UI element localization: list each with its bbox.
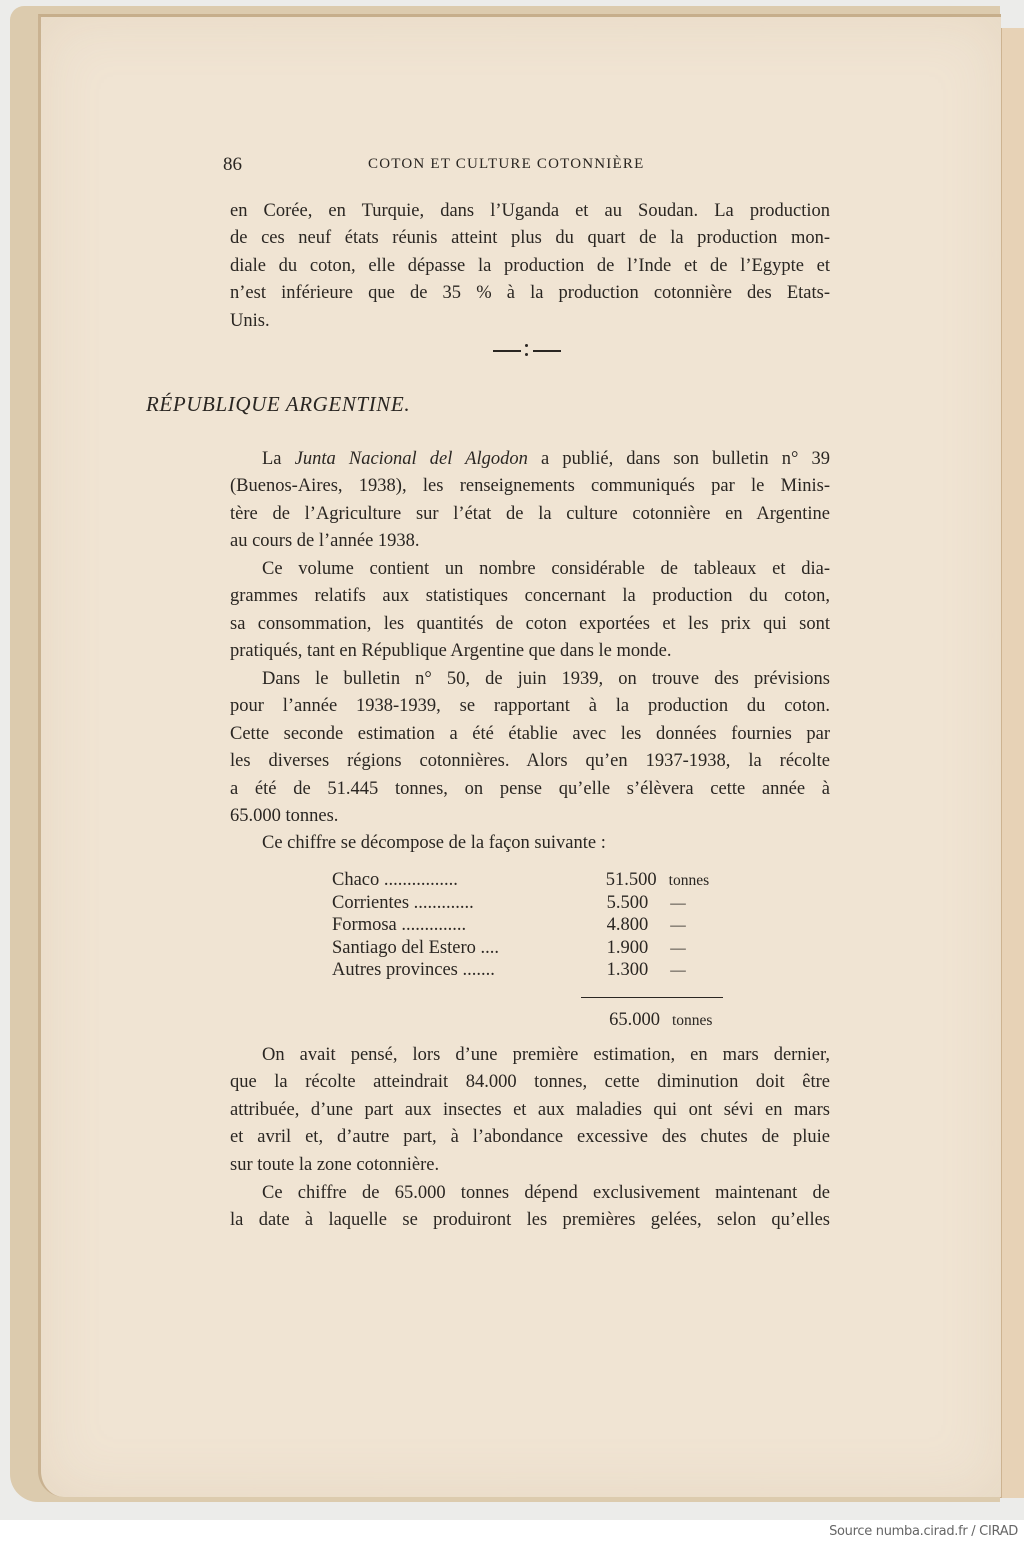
table-row (332, 893, 732, 916)
text-line: au cours de l’année 1938. (230, 531, 420, 552)
text-line: la date à laquelle se produiront les premières gelées, selon qu’elles (230, 1210, 830, 1231)
text-line: On avait pensé, lors d’une première estimation, en mars dernier, (262, 1045, 830, 1065)
next-page-edge (1000, 28, 1024, 1498)
text-line (230, 446, 830, 473)
table-row (332, 960, 732, 983)
text-line: (Buenos-Aires, 1938), les renseignements communiqués par le Minis- (230, 476, 830, 497)
total-quantity: 65.000 (609, 1010, 660, 1030)
text-line: Ce chiffre de 65.000 tonnes dépend exclusivement maintenant de (262, 1183, 830, 1203)
table-row (332, 915, 732, 938)
paragraph-junta (230, 446, 830, 556)
running-title: COTON ET CULTURE COTONNIÈRE (368, 156, 645, 172)
intro-paragraph (230, 198, 830, 335)
province-quantity: 1.900 (606, 937, 649, 958)
text-line: Ce volume contient un nombre considérable de tableaux et dia- (262, 559, 830, 579)
text-lead: La (262, 449, 282, 469)
text-line: sur toute la zone cotonnière. (230, 1154, 440, 1175)
section-divider-ornament (493, 341, 561, 357)
text-line: 65.000 tonnes. (230, 806, 339, 827)
province-quantity: 1.300 (606, 960, 649, 981)
text-line: sa consommation, les quantités de coton exportées et les prix qui sont (230, 613, 830, 634)
text-line: en Corée, en Turquie, dans l’Uganda et au Soudan. La production (230, 201, 830, 221)
text-line: et avril et, d’autre part, à l’abondance excessive des chutes de pluie (230, 1127, 830, 1148)
table-total-row (562, 1010, 736, 1031)
text-line: les diverses régions cotonnières. Alors qu’en 1937-1938, la récolte (230, 751, 830, 772)
text-line: grammes relatifs aux statistiques concernant la production du coton, (230, 586, 830, 607)
province-name: Chaco ................ (332, 870, 458, 890)
province-quantity: 51.500 (605, 870, 657, 890)
page-number: 86 (223, 154, 242, 175)
text-line: attribuée, d’une part aux insectes et aux maladies qui ont sévi en mars (230, 1099, 830, 1120)
paragraph-breakdown-intro (230, 830, 830, 857)
paragraph-frost (230, 1180, 830, 1235)
text-line: Ce chiffre se décompose de la façon suivante : (262, 833, 606, 853)
province-quantity: 5.500 (606, 892, 649, 913)
section-heading: RÉPUBLIQUE ARGENTINE. (146, 392, 411, 416)
text-line: a été de 51.445 tonnes, on pense qu’elle s’élèvera cette année à (230, 778, 830, 799)
italic-title: Junta Nacional del Algodon (294, 449, 528, 469)
text-line: pour l’année 1938-1939, se rapportant à la production du coton. (230, 696, 830, 717)
text-line: tère de l’Agriculture sur l’état de la culture cotonnière en Argentine (230, 503, 830, 524)
ditto-dash: — (670, 939, 686, 957)
table-row (332, 938, 732, 961)
total-rule (581, 997, 723, 998)
source-credit: Source numba.cirad.fr / CIRAD (829, 1524, 1018, 1539)
quantity-unit: tonnes (668, 872, 710, 889)
ditto-dash: — (670, 917, 686, 935)
ditto-dash: — (670, 962, 686, 980)
table-row (332, 870, 732, 893)
province-quantity: 4.800 (606, 915, 649, 936)
text-line: que la récolte atteindrait 84.000 tonnes, cette diminution doit être (230, 1072, 830, 1093)
text-line: pratiqués, tant en République Argentine que dans le monde. (230, 641, 672, 662)
text-line: diale du coton, elle dépasse la production de l’Inde et de l’Egypte et (230, 255, 830, 276)
text-line: Cette seconde estimation a été établie avec les données fournies par (230, 723, 830, 744)
text-line: Unis. (230, 310, 270, 331)
running-head (223, 154, 833, 178)
province-name: Formosa .............. (332, 915, 467, 936)
text-line: de ces neuf états réunis atteint plus du quart de la production mon- (230, 228, 830, 249)
production-breakdown-table (332, 870, 732, 1030)
paragraph-first-estimate (230, 1042, 830, 1179)
text-line: n’est inférieure que de 35 % à la production cotonnière des Etats- (230, 283, 830, 304)
paragraph-bulletin-50 (230, 666, 830, 830)
province-name: Autres provinces ....... (332, 960, 495, 981)
province-name: Corrientes ............. (332, 892, 474, 913)
ditto-dash: — (670, 894, 686, 912)
province-name: Santiago del Estero .... (332, 937, 499, 958)
text-rest: a publié, dans son bulletin n° 39 (541, 449, 831, 469)
total-unit: tonnes (672, 1012, 713, 1029)
text-line: Dans le bulletin n° 50, de juin 1939, on trouve des prévisions (262, 669, 830, 689)
paragraph-volume (230, 556, 830, 666)
